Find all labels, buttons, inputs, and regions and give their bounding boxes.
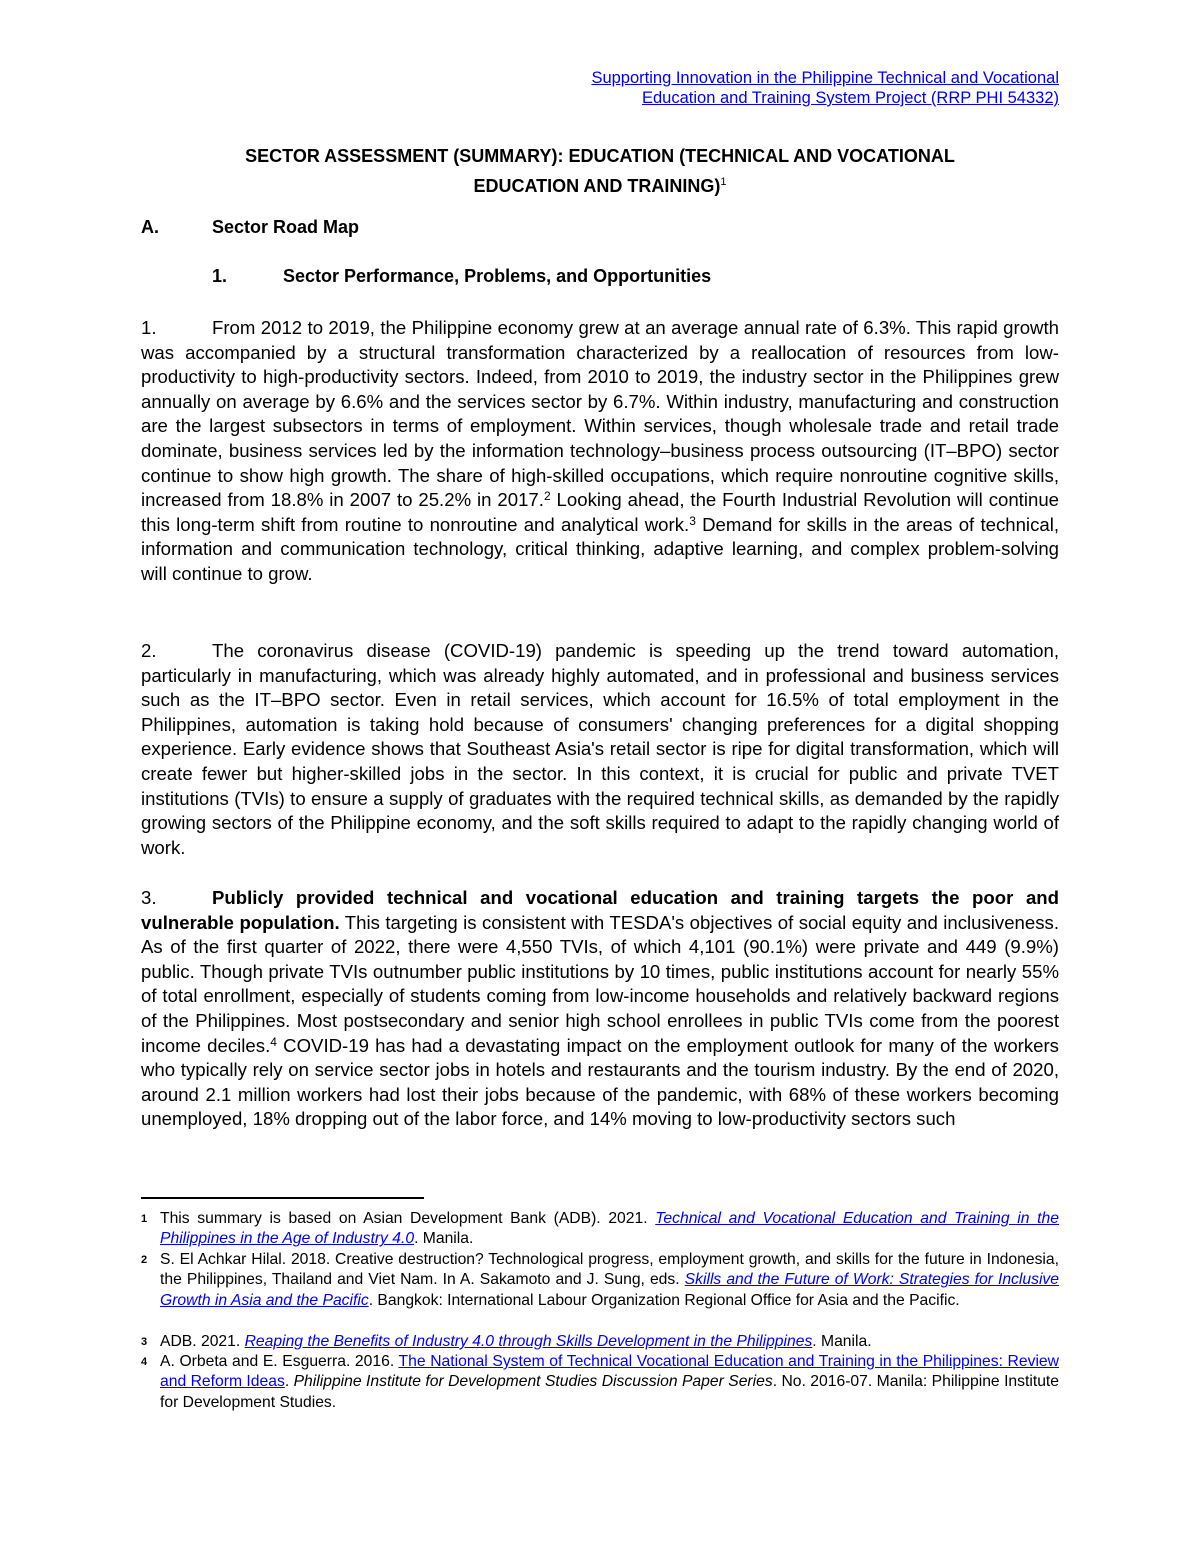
footnote-4-link[interactable]: The National System of Technical Vocational Education and Training in the Philippines: Review and Reform Ideas — [160, 1353, 1059, 1391]
header-link-line2[interactable]: Education and Training System Project (RRP PHI 54332) — [642, 89, 1059, 107]
title-line1: SECTOR ASSESSMENT (SUMMARY): EDUCATION (TECHNICAL AND VOCATIONAL — [245, 146, 955, 166]
paragraph-3-text-b: COVID-19 has had a devastating impact on the employment outlook for many of the workers who typically rely on service sector jobs in hotels and restaurants and the tourism industry. By the end of 2020, around 2.1 million workers had lost their jobs because of the pandemic, with 68% of these workers becoming unemployed, 18% dropping out of the labor force, and 14% moving to low-productivity sectors such — [141, 1034, 1059, 1130]
footnote-1-link[interactable]: Technical and Vocational Education and Training in the Philippines in the Age of Industry 4.0 — [160, 1210, 1059, 1248]
footnote-1 — [141, 1209, 1059, 1250]
paragraph-3-text-a: This targeting is consistent with TESDA's objectives of social equity and inclusiveness. As of the first quarter of 2022, there were 4,550 TVIs, of which 4,101 (90.1%) were private and 449 (9.9%) public. Though private TVIs outnumber public institutions by 10 times, public institutions account for nearly 55% of total enrollment, especially of students coming from low-income households and relatively backward regions of the Philippines. Most postsecondary and senior high school enrollees in public TVIs come from the poorest income deciles. — [141, 911, 1059, 1056]
document-header — [591, 68, 1059, 108]
paragraph-3 — [141, 886, 1059, 1132]
footnote-2-link[interactable]: Skills and the Future of Work: Strategies for Inclusive Growth in Asia and the Pacific — [160, 1271, 1060, 1309]
paragraph-1-text-c: Demand for skills in the areas of technical, information and communication technology, critical thinking, adaptive learning, and complex problem-solving will continue to grow. — [141, 513, 1060, 584]
footnote-3-tail: . Manila. — [812, 1333, 872, 1350]
section-a-title: Sector Road Map — [212, 217, 360, 237]
footnote-4-number: 4 — [141, 1356, 148, 1368]
footnote-ref-3: 3 — [689, 513, 696, 528]
paragraph-1-text-a: From 2012 to 2019, the Philippine economy grew at an average annual rate of 6.3%. This rapid growth was accompanied by a structural transformation characterized by a reallocation of resources from low-productivity to high-productivity sectors. Indeed, from 2010 to 2019, the industry sector in the Philippines grew annually on average by 6.6% and the services sector by 6.7%. Within industry, manufacturing and construction are the largest subsectors in terms of employment. Within services, though wholesale trade and retail trade dominate, business services led by the information technology–business process outsourcing (IT–BPO) sector continue to show high growth. The share of high-skilled occupations, which require nonroutine cognitive skills, increased from 18.8% in 2007 to 25.2% in 2017. — [141, 317, 1059, 511]
title-line2: EDUCATION AND TRAINING) — [473, 176, 721, 196]
paragraph-3-number: 3. — [141, 887, 157, 908]
paragraph-2 — [141, 639, 1059, 860]
footnote-2 — [141, 1250, 1059, 1311]
footnote-2-text: S. El Achkar Hilal. 2018. Creative destruction? Technological progress, employment growth, and skills for the future in Indonesia, the Philippines, Thailand and Viet Nam. In A. Sakamoto and J. Sung, eds. — [160, 1251, 1059, 1289]
footnote-1-number: 1 — [141, 1213, 148, 1225]
footnote-3 — [141, 1332, 1059, 1352]
footnote-4-mid: . — [284, 1373, 294, 1391]
footnote-1-tail: . Manila. — [414, 1230, 474, 1248]
footnote-2-tail: . Bangkok: International Labour Organization Regional Office for Asia and the Pacific. — [368, 1291, 960, 1309]
section-a-label: A. — [141, 217, 159, 237]
document-title — [141, 143, 1059, 199]
subsection-1-title: Sector Performance, Problems, and Opportunities — [283, 266, 712, 286]
section-a-heading — [141, 217, 359, 238]
paragraph-2-text: The coronavirus disease (COVID-19) pandemic is speeding up the trend toward automation, particularly in manufacturing, which was already highly automated, and in professional and business services such as the IT–BPO sector. Even in retail services, which account for 16.5% of total employment in the Philippines, automation is taking hold because of consumers' changing preferences for a digital shopping experience. Early evidence shows that Southeast Asia's retail sector is ripe for digital transformation, which will create fewer but higher-skilled jobs in the sector. In this context, it is crucial for public and private TVET institutions (TVIs) to ensure a supply of graduates with the required technical skills, as demanded by the rapidly growing sectors of the Philippine economy, and the soft skills required to adapt to the rapidly changing world of work. — [141, 640, 1059, 858]
footnote-4-series: Philippine Institute for Development Studies Discussion Paper Series — [293, 1373, 773, 1391]
header-link-line1[interactable]: Supporting Innovation in the Philippine Technical and Vocational — [591, 69, 1059, 87]
title-footnote-ref: 1 — [720, 176, 727, 188]
footnote-3-text: ADB. 2021. — [160, 1333, 245, 1350]
footnote-4-tail: . No. 2016-07. Manila: Philippine Institute for Development Studies. — [160, 1373, 1060, 1411]
footnote-3-link[interactable]: Reaping the Benefits of Industry 4.0 through Skills Development in the Philippines — [244, 1333, 813, 1350]
footnote-3-number: 3 — [141, 1336, 148, 1348]
paragraph-1-text-b: Looking ahead, the Fourth Industrial Revolution will continue this long-term shift from routine to nonroutine and analytical work. — [141, 489, 1059, 535]
footnote-4 — [141, 1352, 1059, 1413]
subsection-1-label: 1. — [212, 266, 228, 286]
paragraph-3-bold-lead: Publicly provided technical and vocational education and training targets the poor and vulnerable population. — [141, 887, 1059, 933]
paragraph-2-number: 2. — [141, 640, 157, 661]
paragraph-1 — [141, 316, 1059, 587]
footnote-1-text: This summary is based on Asian Development Bank (ADB). 2021. — [160, 1210, 656, 1227]
footnote-separator — [141, 1197, 424, 1199]
footnote-ref-2: 2 — [543, 489, 551, 504]
subsection-1-heading — [212, 266, 711, 287]
footnote-2-number: 2 — [141, 1254, 148, 1266]
footnote-ref-4: 4 — [270, 1034, 277, 1049]
paragraph-1-number: 1. — [141, 317, 157, 338]
footnote-4-text: A. Orbeta and E. Esguerra. 2016. — [160, 1353, 399, 1370]
